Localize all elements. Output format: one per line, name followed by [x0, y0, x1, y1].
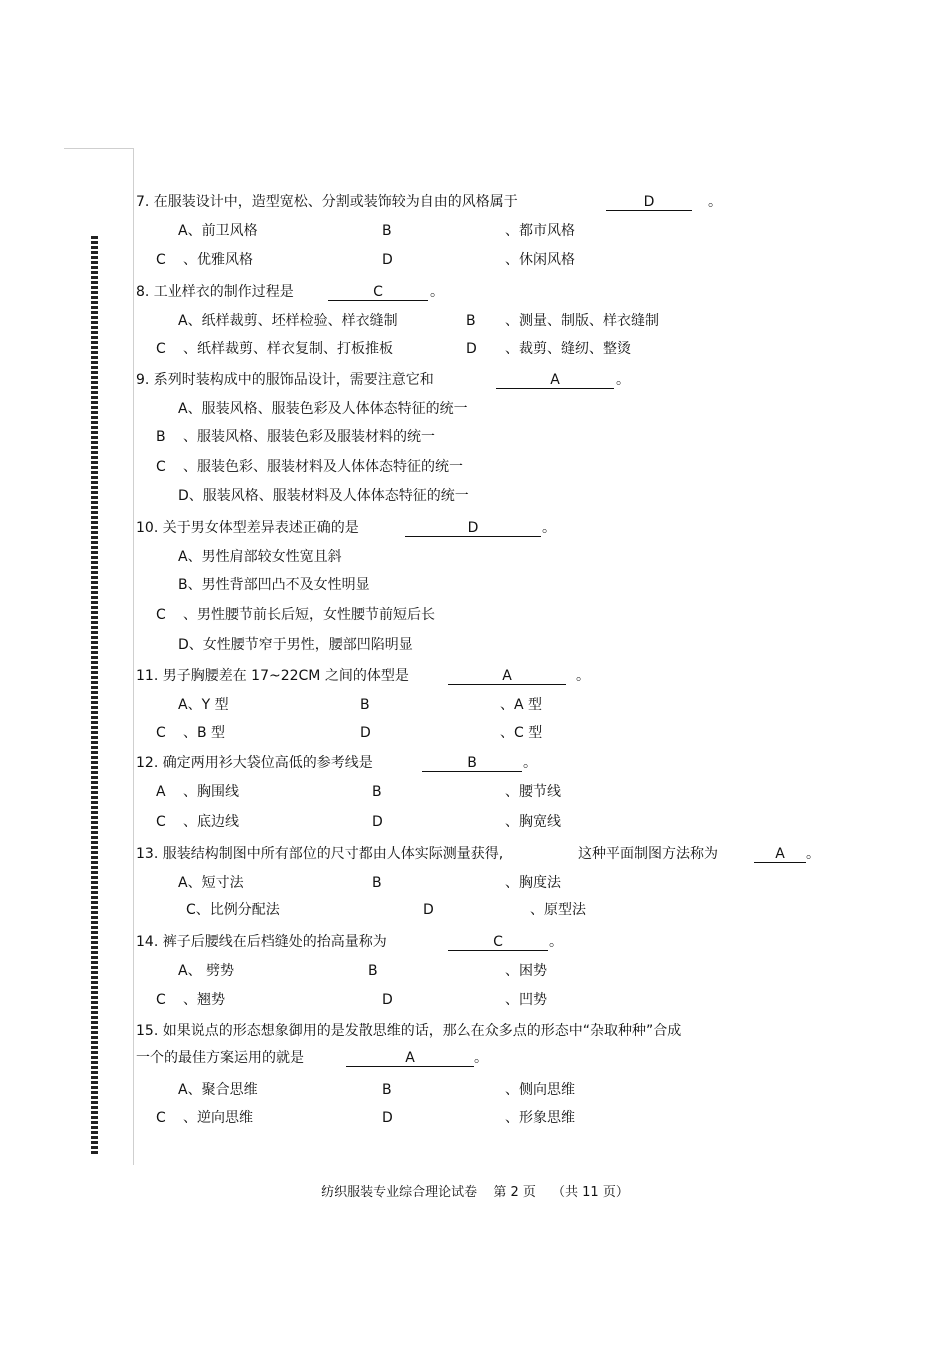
footer-page-number: 第 2 页	[493, 1185, 536, 1200]
question-13-answer: A	[754, 845, 806, 863]
question-14-stem: 14. 裤子后腰线在后档缝处的抬高量称为	[136, 934, 387, 950]
question-10-end: 。	[542, 520, 556, 536]
option-a: 、胸围线	[183, 784, 239, 800]
option-a: A、服装风格、服装色彩及人体体态特征的统一	[178, 401, 468, 417]
question-7-stem: 7. 在服装设计中，造型宽松、分割或装饰较为自由的风格属于	[136, 194, 518, 210]
question-7-end: 。	[708, 194, 722, 210]
option-c-letter: C	[156, 725, 166, 741]
option-d-letter: D	[423, 902, 434, 918]
option-b: 、都市风格	[505, 223, 575, 239]
option-d-letter: D	[382, 1110, 393, 1126]
binding-dotted-line	[91, 236, 98, 1156]
option-c-letter: C	[156, 607, 166, 623]
option-c: 、底边线	[183, 814, 239, 830]
option-b-letter: B	[372, 784, 382, 800]
option-d: 、胸宽线	[505, 814, 561, 830]
option-c: 、逆向思维	[183, 1110, 253, 1126]
option-b: 、A 型	[500, 697, 543, 713]
option-d: D、服装风格、服装材料及人体体态特征的统一	[178, 488, 469, 504]
option-c-letter: C	[156, 814, 166, 830]
option-b: 、困势	[505, 963, 547, 979]
question-13-end: 。	[806, 846, 820, 862]
option-c: 、翘势	[183, 992, 225, 1008]
option-a: A、聚合思维	[178, 1082, 258, 1098]
option-b-letter: B	[156, 429, 166, 445]
option-c-letter: C	[156, 1110, 166, 1126]
option-a: A、Y 型	[178, 697, 229, 713]
option-b: 、腰节线	[505, 784, 561, 800]
option-b-letter: B	[382, 223, 392, 239]
option-b: 、服装风格、服装色彩及服装材料的统一	[183, 429, 435, 445]
option-c: 、服装色彩、服装材料及人体体态特征的统一	[183, 459, 463, 475]
question-8-stem: 8. 工业样衣的制作过程是	[136, 284, 294, 300]
option-c-letter: C	[156, 252, 166, 268]
option-b-letter: B	[360, 697, 370, 713]
option-d: D、女性腰节窄于男性，腰部凹陷明显	[178, 637, 413, 653]
option-d: 、休闲风格	[505, 252, 575, 268]
option-d-letter: D	[360, 725, 371, 741]
option-d: 、形象思维	[505, 1110, 575, 1126]
question-10-answer: D	[405, 519, 541, 537]
footer-total-pages: （共 11 页）	[552, 1185, 629, 1200]
option-d: 、裁剪、缝纫、整烫	[505, 341, 631, 357]
question-14-answer: C	[448, 933, 548, 951]
option-b-letter: B	[372, 875, 382, 891]
option-b: 、侧向思维	[505, 1082, 575, 1098]
question-11-stem: 11. 男子胸腰差在 17~22CM 之间的体型是	[136, 668, 409, 684]
option-c: 、B 型	[183, 725, 226, 741]
option-d-letter: D	[372, 814, 383, 830]
question-11-end: 。	[576, 668, 590, 684]
option-b-letter: B	[466, 313, 476, 329]
question-14-end: 。	[549, 934, 563, 950]
option-a: A、男性肩部较女性宽且斜	[178, 549, 342, 565]
option-b-letter: B	[382, 1082, 392, 1098]
question-11-answer: A	[448, 667, 566, 685]
option-a: A、 劈势	[178, 963, 235, 979]
option-d-letter: D	[466, 341, 477, 357]
option-c: 、男性腰节前长后短，女性腰节前短后长	[183, 607, 435, 623]
question-12-answer: B	[422, 754, 522, 772]
option-c-letter: C	[156, 341, 166, 357]
option-c-letter: C	[156, 459, 166, 475]
question-8-end: 。	[430, 284, 444, 300]
question-15-stem-cont: 一个的最佳方案运用的就是	[136, 1050, 304, 1066]
question-12-stem: 12. 确定两用衫大袋位高低的参考线是	[136, 755, 373, 771]
option-a: A、前卫风格	[178, 223, 258, 239]
option-a-letter: A	[156, 784, 166, 800]
frame-top-line	[64, 148, 134, 149]
question-12-end: 。	[523, 755, 537, 771]
question-8-answer: C	[328, 283, 428, 301]
question-7-answer: D	[606, 193, 692, 211]
option-d: 、凹势	[505, 992, 547, 1008]
option-b: B、男性背部凹凸不及女性明显	[178, 577, 370, 593]
frame-left-line	[133, 148, 134, 1165]
question-9-stem: 9. 系列时装构成中的服饰品设计，需要注意它和	[136, 372, 434, 388]
question-10-stem: 10. 关于男女体型差异表述正确的是	[136, 520, 359, 536]
question-15-answer: A	[346, 1049, 474, 1067]
page-footer	[0, 1181, 950, 1200]
option-b: 、胸度法	[505, 875, 561, 891]
footer-title: 纺织服装专业综合理论试卷	[321, 1185, 478, 1200]
option-d: 、原型法	[530, 902, 586, 918]
question-15-stem: 15. 如果说点的形态想象御用的是发散思维的话，那么在众多点的形态中“杂取种种”合成	[136, 1023, 682, 1039]
option-a: A、短寸法	[178, 875, 244, 891]
option-b: 、测量、制版、样衣缝制	[505, 313, 659, 329]
question-13-stem-cont: 这种平面制图方法称为	[578, 846, 718, 862]
option-c-letter: C	[156, 992, 166, 1008]
option-c: C、比例分配法	[186, 902, 280, 918]
question-9-end: 。	[616, 372, 630, 388]
option-a: A、纸样裁剪、坯样检验、样衣缝制	[178, 313, 398, 329]
option-c: 、纸样裁剪、样衣复制、打板推板	[183, 341, 393, 357]
option-d-letter: D	[382, 992, 393, 1008]
question-13-stem: 13. 服装结构制图中所有部位的尺寸都由人体实际测量获得,	[136, 846, 504, 862]
question-9-answer: A	[496, 371, 614, 389]
option-d-letter: D	[382, 252, 393, 268]
question-15-end: 。	[474, 1050, 488, 1066]
option-c: 、优雅风格	[183, 252, 253, 268]
option-d: 、C 型	[500, 725, 543, 741]
option-b-letter: B	[368, 963, 378, 979]
